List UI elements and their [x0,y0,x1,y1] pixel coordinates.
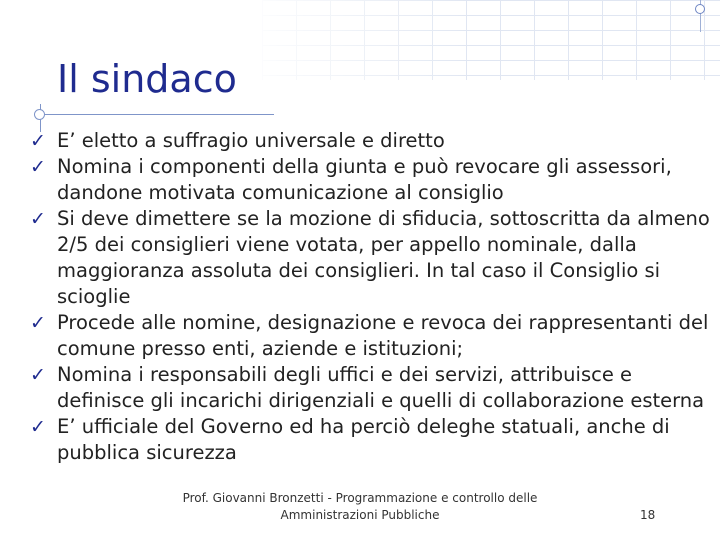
checkmark-icon: ✓ [30,156,46,178]
title-underline [34,114,274,115]
footer-author: Prof. Giovanni Bronzetti - Programmazione e controllo delle [182,491,538,505]
decorative-grid [262,0,720,80]
page-number: 18 [640,508,656,522]
bullet-item [30,206,714,310]
bullet-item [30,414,714,466]
bullet-text: E’ ufficiale del Governo ed ha perciò deleghe statuali, anche di pubblica sicurezza [57,415,670,464]
bullet-item [30,128,714,154]
bullet-text: Nomina i componenti della giunta e può revocare gli assessori, dandone motivata comunicazione al consiglio [57,155,672,204]
bullet-text: Procede alle nomine, designazione e revoca dei rappresentanti del comune presso enti, aziende e istituzioni; [57,311,709,360]
checkmark-icon: ✓ [30,364,46,386]
bullet-item [30,310,714,362]
title-marker-circle-icon [34,109,45,120]
checkmark-icon: ✓ [30,416,46,438]
checkmark-icon: ✓ [30,312,46,334]
bullet-text: Nomina i responsabili degli uffici e dei servizi, attribuisce e definisce gli incarichi dirigenziali e quelli di collaborazione esterna [57,363,705,412]
slide-title: Il sindaco [57,57,237,101]
bullet-text: Si deve dimettere se la mozione di sfiducia, sottoscritta da almeno 2/5 dei consiglieri viene votata, per appello nominale, dalla maggioranza assoluta dei consiglieri. In tal caso il Consiglio si scioglie [57,207,710,308]
decorative-circle-icon [695,4,705,14]
slide-footer [150,490,570,524]
footer-course: Amministrazioni Pubbliche [280,508,440,522]
bullet-item [30,154,714,206]
checkmark-icon: ✓ [30,208,46,230]
bullet-text: E’ eletto a suffragio universale e diretto [57,129,445,152]
checkmark-icon: ✓ [30,130,46,152]
bullet-item [30,362,714,414]
bullet-list [30,128,714,466]
